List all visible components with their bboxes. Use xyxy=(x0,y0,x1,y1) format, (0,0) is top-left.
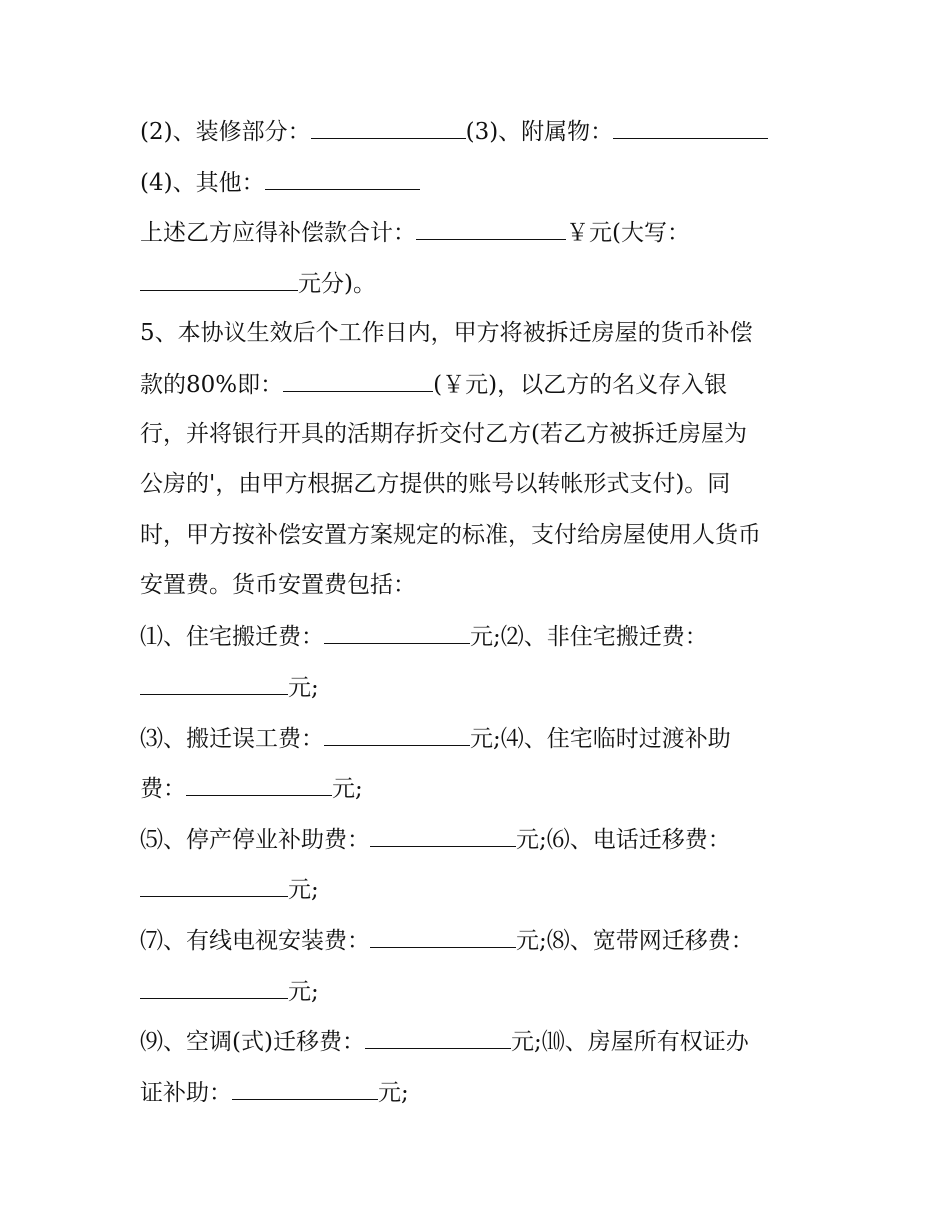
blank-field xyxy=(365,1026,511,1049)
line-fee-9-10 xyxy=(140,1026,749,1056)
label-fee: 元;⑹、电话迁移费： xyxy=(516,827,731,853)
line-fee-10-blank xyxy=(140,1077,409,1107)
label-fee: 元;⑻、宽带网迁移费： xyxy=(516,928,754,954)
label-fee: ⑴、住宅搬迁费： xyxy=(140,624,324,650)
label-fee: 证补助： xyxy=(140,1080,232,1106)
blank-field xyxy=(324,621,470,644)
blank-field xyxy=(265,167,420,190)
label-fee: ⑸、停产停业补助费： xyxy=(140,827,370,853)
label-fee: ⑶、搬迁误工费： xyxy=(140,726,324,752)
line-compensation-total xyxy=(140,217,690,247)
line-fee-3-4 xyxy=(140,723,731,753)
blank-field xyxy=(232,1077,378,1100)
label-other: (4)、其他： xyxy=(140,170,265,196)
label-yuan: 元; xyxy=(378,1080,409,1106)
line-fee-2-blank xyxy=(140,672,319,702)
label-yuan: 元; xyxy=(288,877,319,903)
blank-field xyxy=(613,116,768,139)
blank-field xyxy=(370,824,516,847)
blank-field xyxy=(140,672,288,695)
label-decoration: (2)、装修部分： xyxy=(140,119,311,145)
paragraph-line xyxy=(140,369,727,399)
label-attachment: (3)、附属物： xyxy=(465,119,614,145)
text: 安置费。货币安置费包括： xyxy=(140,572,416,598)
line-other xyxy=(140,167,420,197)
blank-field xyxy=(370,925,516,948)
line-fee-1-2 xyxy=(140,621,708,651)
line-fee-7-8 xyxy=(140,925,754,955)
blank-field xyxy=(186,773,332,796)
label-yuan: 元; xyxy=(288,675,319,701)
text: 公房的'，由甲方根据乙方提供的账号以转帐形式支付)。同 xyxy=(140,471,731,497)
paragraph-line xyxy=(140,469,730,499)
line-fee-6-blank xyxy=(140,874,319,904)
blank-field xyxy=(311,116,466,139)
line-decoration-attachment xyxy=(140,116,768,146)
text: 5、本协议生效后个工作日内，甲方将被拆迁房屋的货币补偿 xyxy=(140,320,753,346)
label-total: 上述乙方应得补偿款合计： xyxy=(140,220,416,246)
blank-field xyxy=(416,217,566,240)
label-yuan-fen: 元分)。 xyxy=(298,271,376,297)
paragraph-line xyxy=(140,318,753,348)
label-fee: ⑼、空调(式)迁移费： xyxy=(140,1029,365,1055)
paragraph-line xyxy=(140,520,761,550)
paragraph-line xyxy=(140,419,747,449)
label-fee: 元;⑽、房屋所有权证办 xyxy=(510,1029,749,1055)
line-fee-5-6 xyxy=(140,824,731,854)
blank-field xyxy=(140,874,288,897)
blank-field xyxy=(283,369,433,392)
label-fee: ⑺、有线电视安装费： xyxy=(140,928,370,954)
blank-field xyxy=(324,723,470,746)
line-fee-4-blank xyxy=(140,773,363,803)
line-fee-8-blank xyxy=(140,976,319,1006)
text: 行，并将银行开具的活期存折交付乙方(若乙方被拆迁房屋为 xyxy=(140,421,747,447)
label-yuan: 元; xyxy=(288,979,319,1005)
blank-field xyxy=(140,268,298,291)
text: 时，甲方按补偿安置方案规定的标准，支付给房屋使用人货币 xyxy=(140,522,761,548)
label-yuan: 元; xyxy=(332,776,363,802)
text: (￥元)，以乙方的名义存入银 xyxy=(433,372,728,398)
text: 款的80%即： xyxy=(140,372,284,398)
label-fee: 元;⑷、住宅临时过渡补助 xyxy=(470,726,731,752)
paragraph-line xyxy=(140,570,416,600)
label-fee: 元;⑵、非住宅搬迁费： xyxy=(470,624,708,650)
line-total-uppercase xyxy=(140,268,376,298)
blank-field xyxy=(140,976,288,999)
label-fee: 费： xyxy=(140,776,186,802)
label-total-unit: ￥元(大写： xyxy=(566,220,690,246)
